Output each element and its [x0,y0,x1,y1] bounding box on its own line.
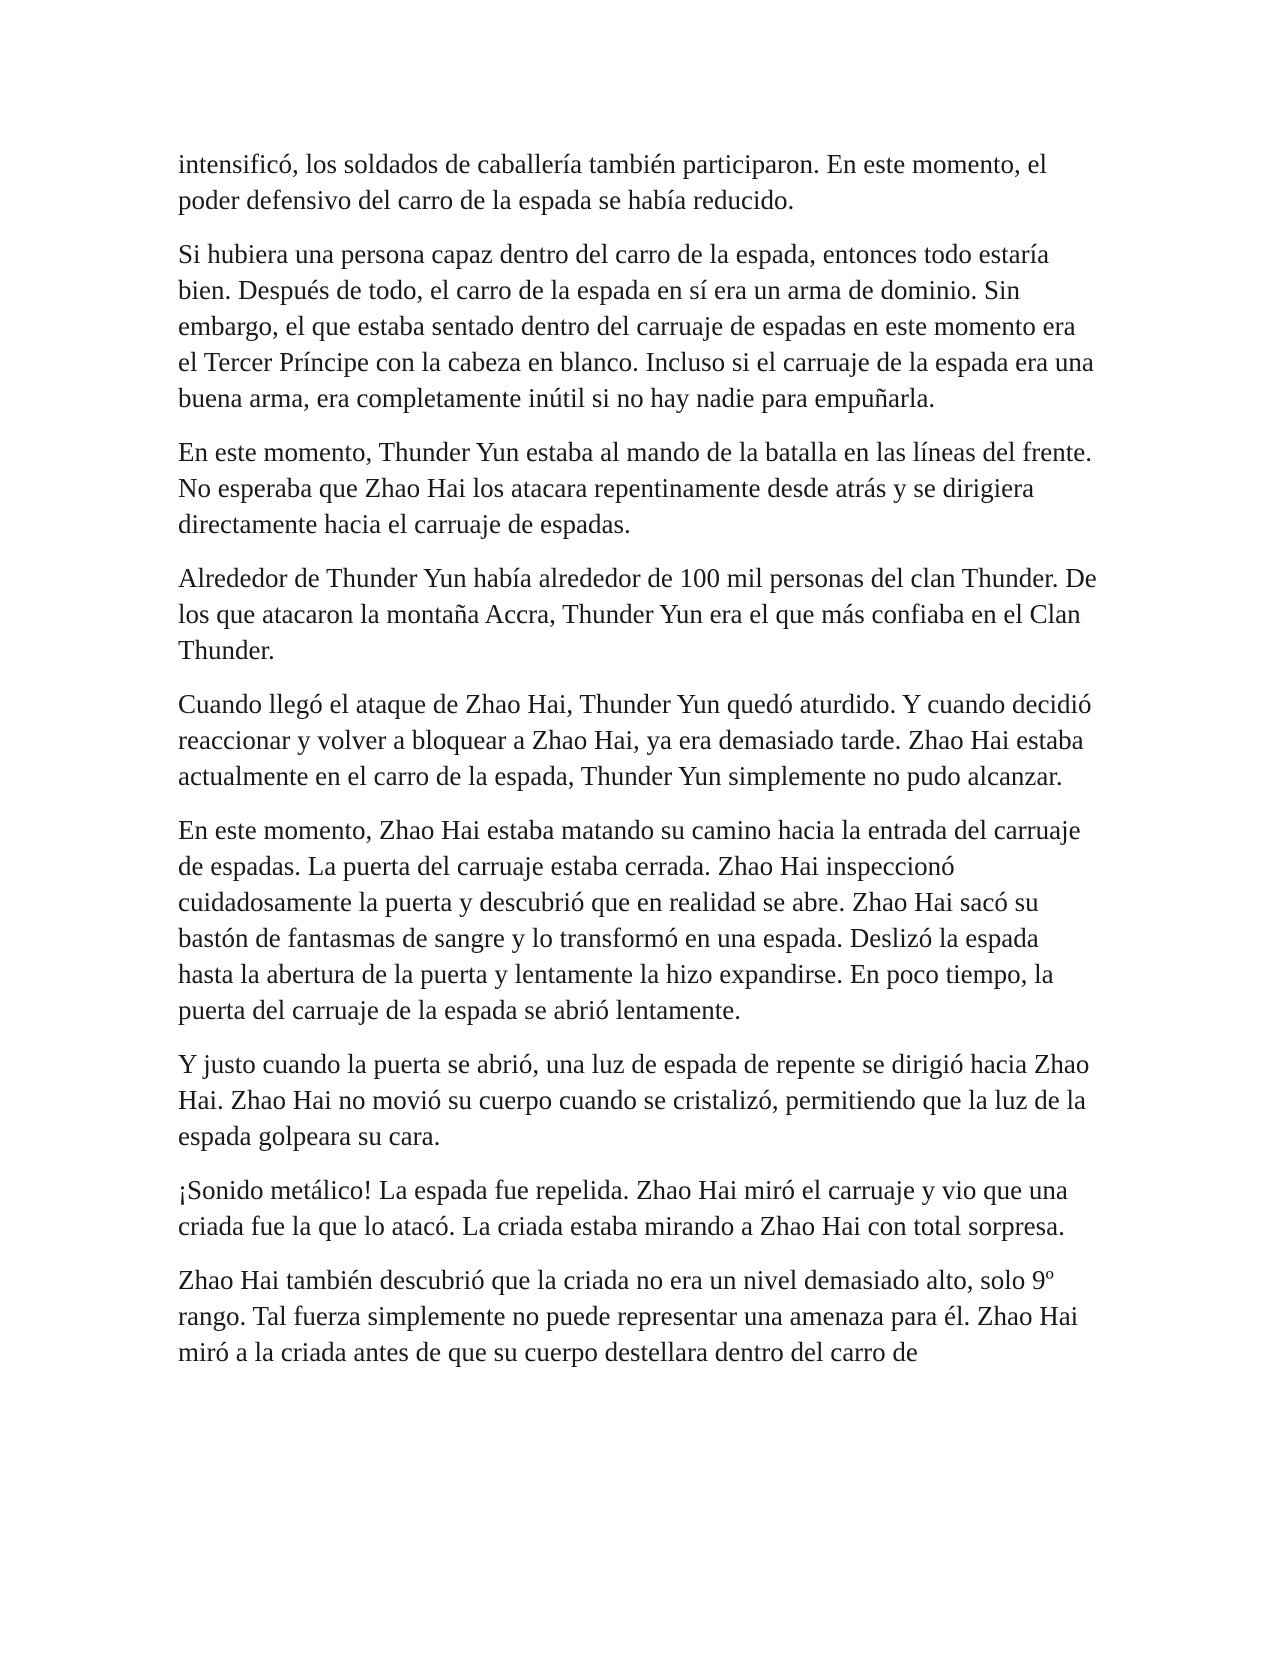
paragraph-5: Cuando llegó el ataque de Zhao Hai, Thunder Yun quedó aturdido. Y cuando decidió reaccionar y volver a bloquear a Zhao Hai, ya era demasiado tarde. Zhao Hai estaba actualmente en el carro de la espada, Thunder Yun simplemente no pudo alcanzar. [178,689,1092,791]
paragraph-9: Zhao Hai también descubrió que la criada no era un nivel demasiado alto, solo 9º rango. Tal fuerza simplemente no puede representar una amenaza para él. Zhao Hai miró a la criada antes de que su cuerpo destellara dentro del carro de [178,1265,1079,1367]
paragraph-6: En este momento, Zhao Hai estaba matando su camino hacia la entrada del carruaje de espadas. La puerta del carruaje estaba cerrada. Zhao Hai inspeccionó cuidadosamente la puerta y descubrió que en realidad se abre. Zhao Hai sacó su bastón de fantasmas de sangre y lo transformó en una espada. Deslizó la espada hasta la abertura de la puerta y lentamente la hizo expandirse. En poco tiempo, la puerta del carruaje de la espada se abrió lentamente. [178,815,1081,1025]
paragraph-4: Alrededor de Thunder Yun había alrededor de 100 mil personas del clan Thunder. De los que atacaron la montaña Accra, Thunder Yun era el que más confiaba en el Clan Thunder. [178,563,1097,665]
paragraph-2: Si hubiera una persona capaz dentro del carro de la espada, entonces todo estaría bien. Después de todo, el carro de la espada en sí era un arma de dominio. Sin embargo, el que estaba sentado dentro del carruaje de espadas en este momento era el Tercer Príncipe con la cabeza en blanco. Incluso si el carruaje de la espada era una buena arma, era completamente inútil si no hay nadie para empuñarla. [178,239,1094,413]
paragraph-8: ¡Sonido metálico! La espada fue repelida. Zhao Hai miró el carruaje y vio que una criada fue la que lo atacó. La criada estaba mirando a Zhao Hai con total sorpresa. [178,1175,1068,1241]
paragraph-1: intensificó, los soldados de caballería también participaron. En este momento, el poder defensivo del carro de la espada se había reducido. [178,149,1047,215]
body-text [178,146,1098,1388]
paragraph-7: Y justo cuando la puerta se abrió, una luz de espada de repente se dirigió hacia Zhao Hai. Zhao Hai no movió su cuerpo cuando se cristalizó, permitiendo que la luz de la espada golpeara su cara. [178,1049,1090,1151]
paragraph-3: En este momento, Thunder Yun estaba al mando de la batalla en las líneas del frente. No esperaba que Zhao Hai los atacara repentinamente desde atrás y se dirigiera directamente hacia el carruaje de espadas. [178,437,1092,539]
